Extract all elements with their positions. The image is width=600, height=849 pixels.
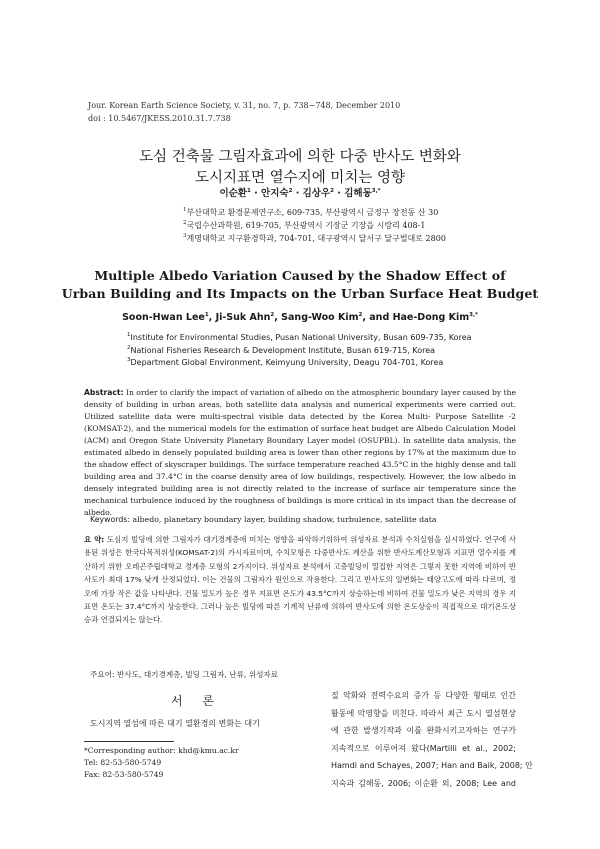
english-affiliations [127, 332, 472, 370]
affiliation-sup: 1 [183, 207, 187, 213]
affiliation-line [127, 332, 472, 345]
english-title-line2: Urban Building and Its Impacts on the Urban Surface Heat Budget [61, 286, 539, 301]
korean-title [0, 147, 600, 189]
author-sup: 3,* [371, 188, 381, 194]
author-sup: 1 [204, 312, 209, 318]
text-line: 질 악화와 전력수요의 증가 등 다양한 형태로 인간 [331, 691, 516, 700]
affiliation-line [127, 357, 472, 370]
text-line: 지속적으로 이루어져 왔다(Martilli et al., 2002; [331, 743, 516, 753]
affiliation-text: Department Global Environment, Keimyung University, Deagu 704-701, Korea [130, 358, 444, 367]
abstract-label: Abstract: [84, 388, 124, 397]
korean-abstract [84, 533, 516, 627]
text-line: 에 관한 발생기작과 이를 완화시키고자하는 연구가 [331, 726, 516, 735]
footnote [84, 745, 239, 781]
citation-journal: Jour. Korean Earth Science Society, v. 31, no. 7, p. 738−748, December 2010 [88, 101, 401, 110]
affiliation-line [183, 219, 446, 232]
affiliation-line [183, 232, 446, 245]
affiliation-sup: 3 [127, 357, 131, 363]
footnote-tel: Tel: 82-53-580-5749 [84, 758, 162, 767]
affiliation-text: Institute for Environmental Studies, Pusan National University, Busan 609-735, Korea [130, 333, 472, 342]
author-name: Hae-Dong Kim [392, 312, 470, 323]
english-title [0, 267, 600, 303]
author-separator: · [333, 188, 345, 199]
affiliation-line [127, 345, 472, 358]
korean-keywords-label: 주요어: [90, 670, 115, 679]
author-sup: 2 [288, 188, 293, 194]
affiliation-text: 부산대학교 환경문제연구소, 609-735, 부산광역시 금정구 장전동 산 30 [186, 208, 439, 217]
author-separator: · [292, 188, 303, 199]
author-name: Sang-Woo Kim [281, 312, 359, 323]
citation-block [88, 99, 400, 125]
affiliation-line [183, 206, 446, 219]
affiliation-sup: 2 [127, 344, 131, 351]
affiliation-sup: 1 [127, 332, 131, 338]
abstract [84, 387, 516, 519]
affiliation-text: 계명대학교 지구환경학과, 704-701, 대구광역시 달서구 달구벌대로 2800 [186, 234, 446, 243]
keywords-text: albedo, planetary boundary layer, building shadow, turbulence, satellite data [132, 515, 437, 524]
right-column-text [331, 687, 533, 792]
text-line: 활동에 악영향을 미친다. 따라서 최근 도시 열섬현상 [331, 708, 516, 718]
author-name: 김상우 [302, 188, 331, 199]
footnote-divider [84, 741, 174, 742]
korean-affiliations [183, 206, 446, 245]
keywords-label: Keywords: [90, 515, 130, 524]
affiliation-text: 국립수산과학원, 619-705, 부산광역시 기장군 기장읍 시랑리 408-1 [186, 221, 426, 230]
text-line: 지숙과 김해동, 2006; 이순환 외, 2008; Lee and [331, 778, 516, 788]
affiliation-sup: 3 [183, 233, 187, 239]
korean-title-line1: 도심 건축물 그림자효과에 의한 다중 반사도 변화와 [139, 149, 461, 165]
footnote-corresponding: *Corresponding author: khd@kmu.ac.kr [84, 746, 239, 755]
english-title-line1: Multiple Albedo Variation Caused by the Shadow Effect of [94, 268, 506, 283]
author-name: 이순환 [219, 188, 247, 199]
korean-title-line2: 도시지표면 열수지에 미치는 영향 [195, 170, 405, 186]
author-separator: · [250, 188, 262, 199]
author-name: 안지숙 [261, 188, 289, 199]
section-heading: 서 론 [171, 694, 222, 708]
text-line: Hamdi and Schayes, 2007; Han and Baik, 2008; 안 [331, 761, 533, 770]
english-authors: Soon-Hwan Lee$^1$, Ji-Suk Ahn$^2$, Sang-Woo Kim$^2$, and Hae-Dong Kim$^{3,*}$ [122, 312, 478, 323]
abstract-text: In order to clarify the impact of variation of albedo on the atmospheric boundary layer caused by the density of building in urban areas, both satellite data analysis and numerical experiments were carried out. Utilized satellite data were multi-spectral visible data detected by the Korea Multi- Purpose Satellite -2 (KOMSAT-2), and the numerical models for the estimation of surface heat budget are Albedo Calculation Model (ACM) and Oregon State University Planetary Boundary Layer model (OSUPBL). In satellite data analysis, the estimated albedo in densely populated building area is lower than other regions by 17% at the maximum due to the shadow effect of skyscraper buildings. The surface temperature reached 43.5°C in the highly dense and tall building area and 37.4°C in the coarse density area of low buildings, respectively. However, the low albedo in densely integrated building area is not directly related to the increase of surface air temperature since the mechanical turbulence induced by the roughness of buildings is more critical in its impact than the decrease of albedo. [84, 388, 516, 517]
korean-abstract-label: 요 약: [84, 535, 105, 544]
author-sup: 3,* [469, 312, 478, 318]
footnote-fax: Fax: 82-53-580-5749 [84, 770, 164, 779]
korean-abstract-text: 도심지 빌딩에 의한 그림자가 대기경계층에 미치는 영향을 파악하기위하여 위성자료 분석과 수치실험을 실시하였다. 연구에 사용된 위성은 한국다목적위성(KOMSAT-2)의 가시자료이며, 수치모형은 다중반사도 계산을 위한 반사도계산모형과 지표면 열수지를 계산하기 위한 오레곤주립대학교 경계층 모형의 2가지이다. 위성자료 분석에서 고층빌딩이 밀집한 지역은 그렇지 못한 지역에 비하여 반사도가 최대 17% 낮게 산정되었다. 이는 건물의 그림자가 원인으로 작용한다. 그리고 반사도의 일변화는 태양고도에 따라 다르며, 정오에 가장 작은 값을 나타낸다. 건물 밀도가 높은 경우 지표면 온도가 43.5°C까지 상승하는데 비하여 건물 밀도가 낮은 지역의 경우 지표면 온도는 37.4°C까지 상승한다. 그러나 높은 빌딩에 따른 기계적 난류에 의하여 반사도에 의한 온도상승이 직접적으로 대기온도상승과 연결되지는 않는다. [84, 535, 516, 625]
author-name: Ji-Suk Ahn [215, 312, 271, 323]
author-name: 김해동 [344, 188, 372, 199]
affiliation-sup: 2 [183, 220, 187, 226]
author-name: Soon-Hwan Lee [122, 312, 205, 323]
author-sup: 2 [358, 312, 363, 318]
author-sup: 2 [270, 312, 275, 318]
korean-keywords [90, 669, 278, 680]
intro-paragraph-start: 도시지역 열섬에 따른 대기 열환경의 변화는 대기 [90, 719, 260, 728]
citation-doi: doi : 10.5467/JKESS.2010.31.7.738 [88, 114, 231, 123]
korean-authors [0, 185, 600, 199]
korean-keywords-text: 반사도, 대기경계층, 빌딩 그림자, 난류, 위성자료 [117, 670, 279, 679]
author-sup: 1 [246, 188, 251, 194]
author-sup: 2 [330, 188, 334, 194]
keywords [90, 515, 437, 524]
affiliation-text: National Fisheries Research & Development Institute, Busan 619-715, Korea [130, 345, 436, 355]
